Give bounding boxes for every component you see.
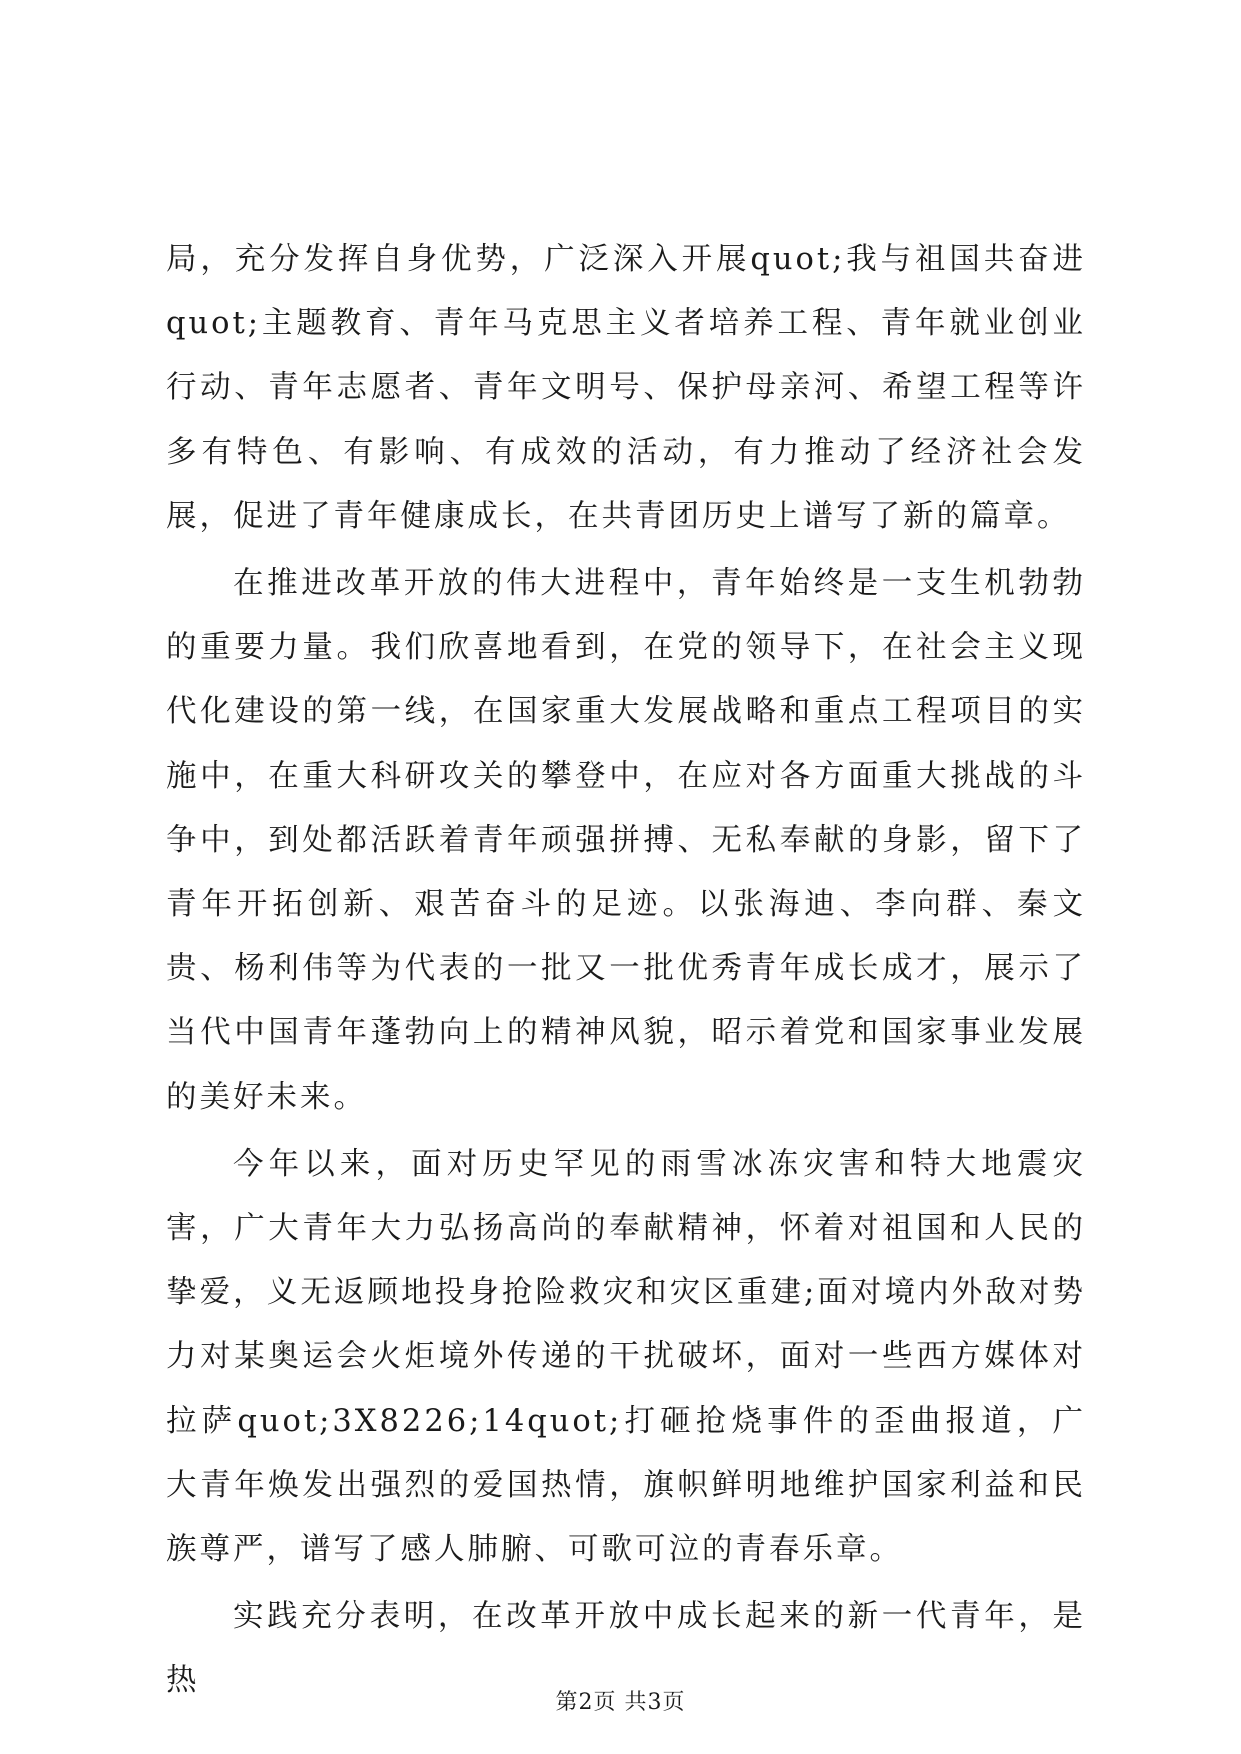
document-body bbox=[166, 228, 1086, 1714]
paragraph-disaster-relief: 今年以来，面对历史罕见的雨雪冰冻灾害和特大地震灾害，广大青年大力弘扬高尚的奉献精神，怀着对祖国和人民的挚爱，义无返顾地投身抢险救灾和灾区重建;面对境内外敌对势力对某奥运会火炬境外传递的干扰破坏，面对一些西方媒体对拉萨quot;3X8226;14quot;打砸抢烧事件的歪曲报道，广大青年焕发出强烈的爱国热情，旗帜鲜明地维护国家利益和民族尊严，谱写了感人肺腑、可歌可泣的青春乐章。 bbox=[166, 1146, 1086, 1568]
paragraph-continuation: 局，充分发挥自身优势，广泛深入开展quot;我与祖国共奋进quot;主题教育、青年马克思主义者培养工程、青年就业创业行动、青年志愿者、青年文明号、保护母亲河、希望工程等许多有特色、有影响、有成效的活动，有力推动了经济社会发展，促进了青年健康成长，在共青团历史上谱写了新的篇章。 bbox=[166, 242, 1086, 534]
page-footer: 第2页 共3页 bbox=[555, 1690, 686, 1715]
paragraph-practice-shows: 实践充分表明，在改革开放中成长起来的新一代青年，是热 bbox=[166, 1599, 1086, 1699]
paragraph-reform-youth: 在推进改革开放的伟大进程中，青年始终是一支生机勃勃的重要力量。我们欣喜地看到，在党的领导下，在社会主义现代化建设的第一线，在国家重大发展战略和重点工程项目的实施中，在重大科研攻关的攀登中，在应对各方面重大挑战的斗争中，到处都活跃着青年顽强拼搏、无私奉献的身影，留下了青年开拓创新、艰苦奋斗的足迹。以张海迪、李向群、秦文贵、杨利伟等为代表的一批又一批优秀青年成长成才，展示了当代中国青年蓬勃向上的精神风貌，昭示着党和国家事业发展的美好未来。 bbox=[166, 566, 1086, 1115]
